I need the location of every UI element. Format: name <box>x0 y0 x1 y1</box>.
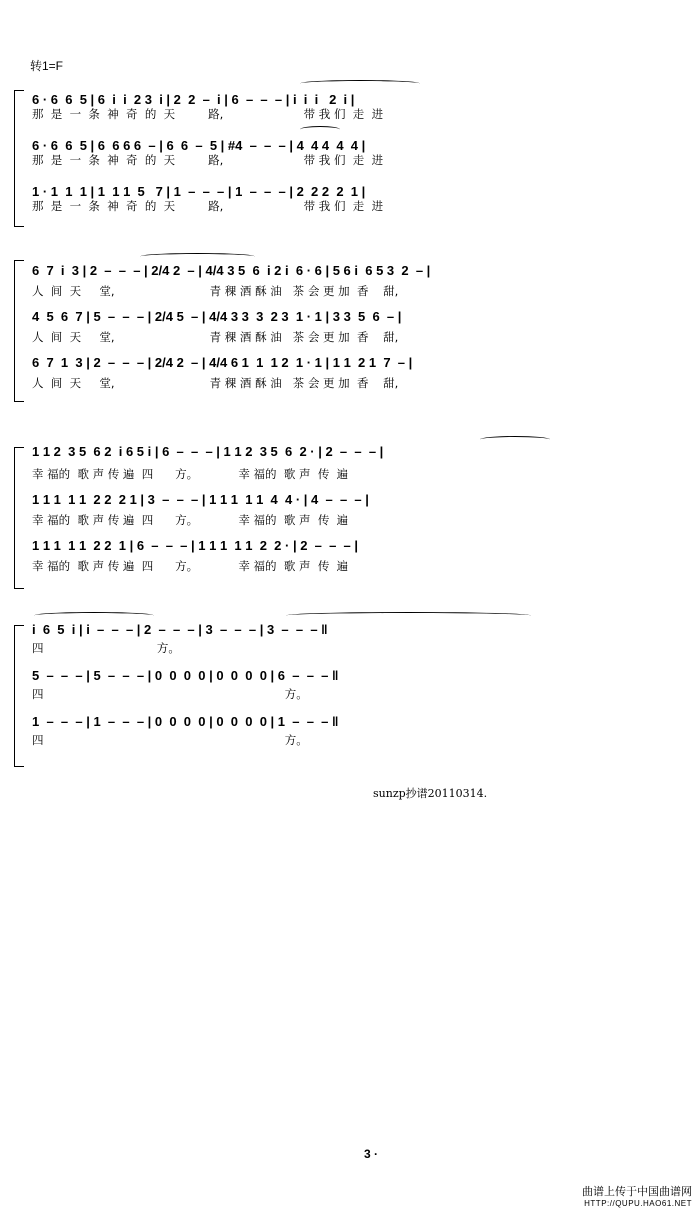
part-2-lyrics: 人 间 天 堂, 青 稞 酒 酥 油 茶 会 更 加 香 甜, <box>32 330 399 344</box>
part-2-lyrics: 四 方。 <box>32 687 308 701</box>
system-brace <box>14 447 24 589</box>
tie <box>34 612 154 619</box>
part-1-notes: 6 7 i 3 | 2 – – – | 2/4 2 – | 4/4 3 5 6 i 2 i 6 · 6 | 5 6 i 6 5 3 2 – | <box>32 263 431 278</box>
watermark-line-1: 曲谱上传于中国曲谱网 <box>582 1186 692 1198</box>
part-1-lyrics: 四 方。 <box>32 641 180 655</box>
watermark <box>582 1186 692 1210</box>
part-1-notes: i 6 5 i | i – – – | 2 – – – | 3 – – – | 3 – – – ‖ <box>32 622 328 637</box>
tie <box>140 253 255 260</box>
transcriber-credit: sunzp抄谱20110314. <box>373 787 488 800</box>
part-2-lyrics: 那 是 一 条 神 奇 的 天 路, 带 我 们 走 进 <box>32 153 384 167</box>
tie <box>286 612 531 619</box>
part-3-notes: 6 7 1 3 | 2 – – – | 2/4 2 – | 4/4 6 1 1 1 2 1 · 1 | 1 1 2 1 7 – | <box>32 355 413 370</box>
part-2-lyrics: 幸 福的 歌 声 传 遍 四 方。 幸 福的 歌 声 传 遍 <box>32 513 349 527</box>
key-change-label: 转1=F <box>30 59 64 73</box>
part-2-notes: 6 · 6 6 5 | 6 6 6 6 – | 6 6 – 5 | #4 – – – | 4 4 4 4 4 | <box>32 138 366 153</box>
part-2-notes: 4 5 6 7 | 5 – – – | 2/4 5 – | 4/4 3 3 3 2 3 1 · 1 | 3 3 5 6 – | <box>32 309 402 324</box>
page-number: 3 · <box>364 1147 379 1161</box>
part-2-notes: 5 – – – | 5 – – – | 0 0 0 0 | 0 0 0 0 | 6 – – – ‖ <box>32 668 339 683</box>
watermark-line-2: HTTP://QUPU.HAO61.NET <box>584 1199 692 1208</box>
part-3-lyrics: 幸 福的 歌 声 传 遍 四 方。 幸 福的 歌 声 传 遍 <box>32 559 349 573</box>
part-1-lyrics: 那 是 一 条 神 奇 的 天 路, 带 我 们 走 进 <box>32 107 384 121</box>
system-brace <box>14 90 24 227</box>
part-3-lyrics: 四 方。 <box>32 733 308 747</box>
part-1-lyrics: 幸 福的 歌 声 传 遍 四 方。 幸 福的 歌 声 传 遍 <box>32 467 349 481</box>
part-3-notes: 1 1 1 1 1 2 2 1 | 6 – – – | 1 1 1 1 1 2 2 · | 2 – – – | <box>32 538 359 553</box>
tie <box>300 126 340 133</box>
system-brace <box>14 260 24 402</box>
part-1-lyrics: 人 间 天 堂, 青 稞 酒 酥 油 茶 会 更 加 香 甜, <box>32 284 399 298</box>
part-3-notes: 1 – – – | 1 – – – | 0 0 0 0 | 0 0 0 0 | 1 – – – ‖ <box>32 714 339 729</box>
tie <box>300 80 420 87</box>
part-1-notes: 6 · 6 6 5 | 6 i i 2 3 i | 2 2 – i | 6 – – – | i i i 2 i | <box>32 92 355 107</box>
part-1-notes: 1 1 2 3 5 6 2 i 6 5 i | 6 – – – | 1 1 2 3 5 6 2 · | 2 – – – | <box>32 444 384 459</box>
tie <box>480 436 550 443</box>
part-2-notes: 1 1 1 1 1 2 2 2 1 | 3 – – – | 1 1 1 1 1 4 4 · | 4 – – – | <box>32 492 369 507</box>
system-brace <box>14 625 24 767</box>
part-3-lyrics: 那 是 一 条 神 奇 的 天 路, 带 我 们 走 进 <box>32 199 384 213</box>
part-3-lyrics: 人 间 天 堂, 青 稞 酒 酥 油 茶 会 更 加 香 甜, <box>32 376 399 390</box>
part-3-notes: 1 · 1 1 1 | 1 1 1 5 7 | 1 – – – | 1 – – – | 2 2 2 2 1 | <box>32 184 366 199</box>
